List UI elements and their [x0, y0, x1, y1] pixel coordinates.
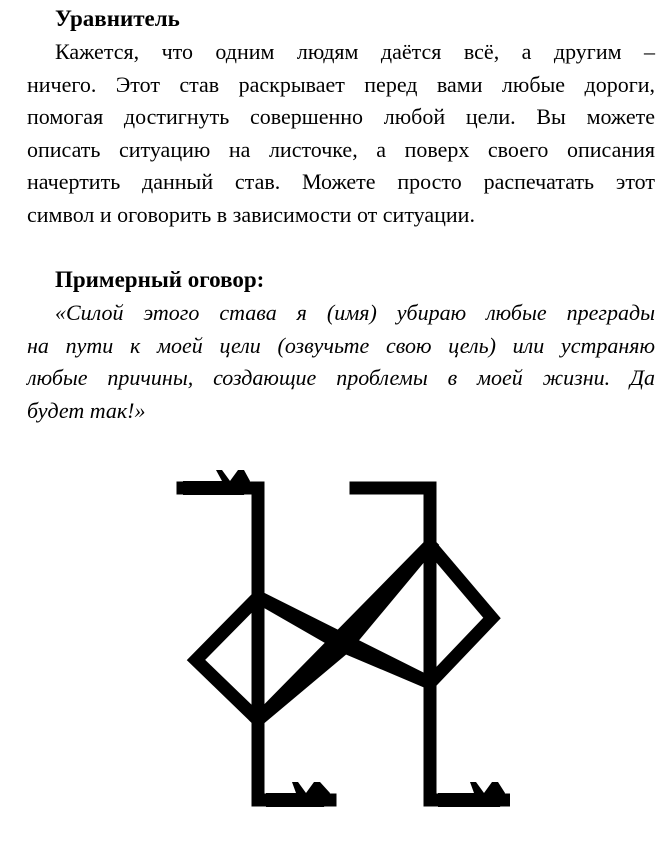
right-stave-line: [356, 488, 430, 800]
equalizer-stave-symbol: [170, 455, 510, 810]
paragraph-line: ничего. Этот став раскрывает перед вами любые дороги,: [27, 71, 655, 97]
paragraph-line: описать ситуацию на листочке, а поверх своего описания: [27, 136, 655, 162]
quote-line: на пути к моей цели (озвучьте свою цель) или устраняю: [27, 332, 655, 358]
paragraph-line: Кажется, что одним людям даётся всё, а другим –: [55, 39, 655, 64]
paragraph-line: помогая достигнуть совершенно любой цели. Вы можете: [27, 104, 655, 129]
cross-diagonal: [258, 545, 430, 720]
left-foot-serration: [266, 782, 330, 807]
quote-line: «Силой этого става я (имя) убираю любые преграды: [55, 300, 655, 325]
quote-line: будет так!»: [27, 397, 146, 423]
oath-heading: Примерный оговор:: [55, 267, 265, 292]
quote-line: любые причины, создающие проблемы в моей жизни. Да: [27, 365, 655, 390]
oath-quote: [27, 297, 655, 427]
left-hook-serration: [183, 470, 250, 495]
right-foot-serration: [438, 782, 505, 807]
page-title: Уравнитель: [55, 6, 180, 31]
paragraph-line: символ и оговорить в зависимости от ситуации.: [27, 201, 475, 227]
paragraph-line: начертить данный став. Можете просто распечатать этот: [27, 169, 655, 194]
description-paragraph: [27, 36, 655, 231]
